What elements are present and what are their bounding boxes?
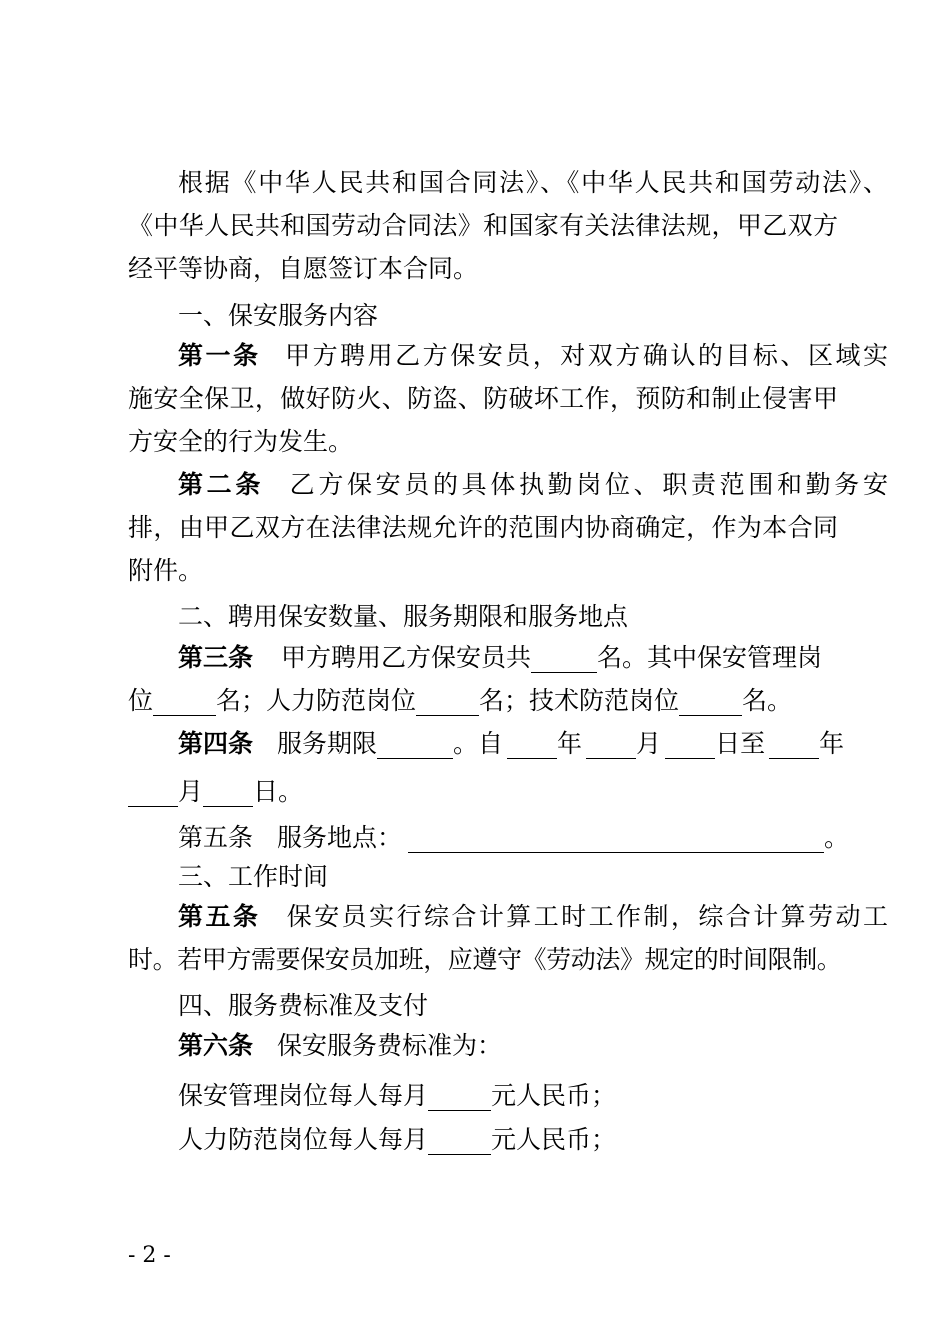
article-1-line-1 — [128, 341, 888, 371]
article-4-label: 第四条 — [178, 729, 254, 758]
article-4-line-2 — [128, 776, 838, 807]
fee-1-unit: 元人民币； — [491, 1081, 617, 1110]
fee-1-label: 保安管理岗位每人每月 — [178, 1081, 429, 1110]
article-6-line — [128, 1031, 888, 1061]
article-4-month: 月 — [636, 729, 662, 758]
page-number: - 2 - — [128, 1243, 171, 1268]
article-4-day-to: 日至 — [715, 729, 766, 758]
article-3-line-1 — [128, 642, 888, 673]
article-3-text-f: 名。 — [742, 686, 793, 715]
management-fee-blank[interactable] — [428, 1074, 491, 1111]
article-2-text: 乙方保安员的具体执勤岗位、职责范围和勤务安 — [286, 470, 888, 499]
section-heading-4: 四、服务费标准及支付 — [178, 991, 429, 1020]
article-1-line-3: 方安全的行为发生。 — [128, 427, 354, 456]
section-heading-1: 一、保安服务内容 — [178, 301, 379, 330]
article-3-text-b: 名。其中保安管理岗 — [597, 643, 823, 672]
article-5-location-line — [128, 816, 888, 853]
article-4-month-2: 月 — [178, 777, 204, 806]
article-6-label: 第六条 — [178, 1031, 254, 1060]
article-4-day-2: 日。 — [253, 777, 304, 806]
fee-line-1 — [128, 1074, 888, 1111]
article-2-line-1 — [128, 470, 888, 500]
fee-2-label: 人力防范岗位每人每月 — [178, 1125, 429, 1154]
article-1-label: 第一条 — [178, 341, 261, 370]
article-3-text-a: 甲方聘用乙方保安员共 — [281, 643, 532, 672]
article-1-text: 甲方聘用乙方保安员，对双方确认的目标、区域实 — [282, 341, 888, 370]
manpower-fee-blank[interactable] — [428, 1118, 491, 1155]
end-year-blank[interactable] — [769, 728, 819, 759]
article-1-line-2: 施安全保卫，做好防火、防盗、防破坏工作，预防和制止侵害甲 — [128, 384, 838, 413]
article-4-text-a: 服务期限 — [277, 729, 378, 758]
total-guards-blank[interactable] — [531, 642, 597, 673]
fee-2-unit: 元人民币； — [491, 1125, 617, 1154]
intro-line-1: 根据《中华人民共和国合同法》、《中华人民共和国劳动法》、 — [178, 168, 888, 197]
end-month-blank[interactable] — [128, 776, 178, 807]
article-3-text-e: 名；技术防范岗位 — [479, 686, 680, 715]
service-term-blank[interactable] — [377, 728, 453, 759]
intro-line-2: 《中华人民共和国劳动合同法》和国家有关法律法规，甲乙双方 — [128, 211, 838, 240]
article-3-text-d: 名；人力防范岗位 — [216, 686, 417, 715]
article-4-year-2: 年 — [819, 729, 845, 758]
article-4-text-b: 。自 — [453, 729, 504, 758]
article-5-location-label: 第五条 — [178, 823, 254, 852]
service-location-blank[interactable] — [408, 816, 824, 853]
article-4-year: 年 — [557, 729, 583, 758]
article-2-label: 第二条 — [178, 470, 264, 499]
article-6-text: 保安服务费标准为： — [277, 1031, 503, 1060]
article-3-line-2 — [128, 685, 838, 716]
management-guards-blank[interactable] — [153, 685, 216, 716]
article-2-line-3: 附件。 — [128, 556, 204, 585]
article-5-location-end: 。 — [824, 823, 850, 852]
technical-guards-blank[interactable] — [679, 685, 742, 716]
start-year-blank[interactable] — [507, 728, 557, 759]
intro-line-3: 经平等协商，自愿签订本合同。 — [128, 254, 479, 283]
manpower-guards-blank[interactable] — [416, 685, 479, 716]
article-5-time-line-1 — [128, 902, 888, 932]
start-month-blank[interactable] — [586, 728, 636, 759]
article-3-text-c: 位 — [128, 686, 154, 715]
article-5-time-line-2: 时。若甲方需要保安员加班，应遵守《劳动法》规定的时间限制。 — [128, 945, 842, 974]
end-day-blank[interactable] — [203, 776, 253, 807]
article-5-time-label: 第五条 — [178, 902, 261, 931]
section-heading-2: 二、聘用保安数量、服务期限和服务地点 — [178, 602, 629, 631]
section-heading-3: 三、工作时间 — [178, 862, 329, 891]
article-5-location-text: 服务地点： — [277, 823, 403, 852]
article-3-label: 第三条 — [178, 643, 254, 672]
article-5-time-text: 保安员实行综合计算工时工作制，综合计算劳动工 — [284, 902, 888, 931]
article-2-line-2: 排，由甲乙双方在法律法规允许的范围内协商确定，作为本合同 — [128, 513, 838, 542]
start-day-blank[interactable] — [665, 728, 715, 759]
fee-line-2 — [128, 1118, 888, 1155]
article-4-line-1 — [128, 728, 888, 759]
